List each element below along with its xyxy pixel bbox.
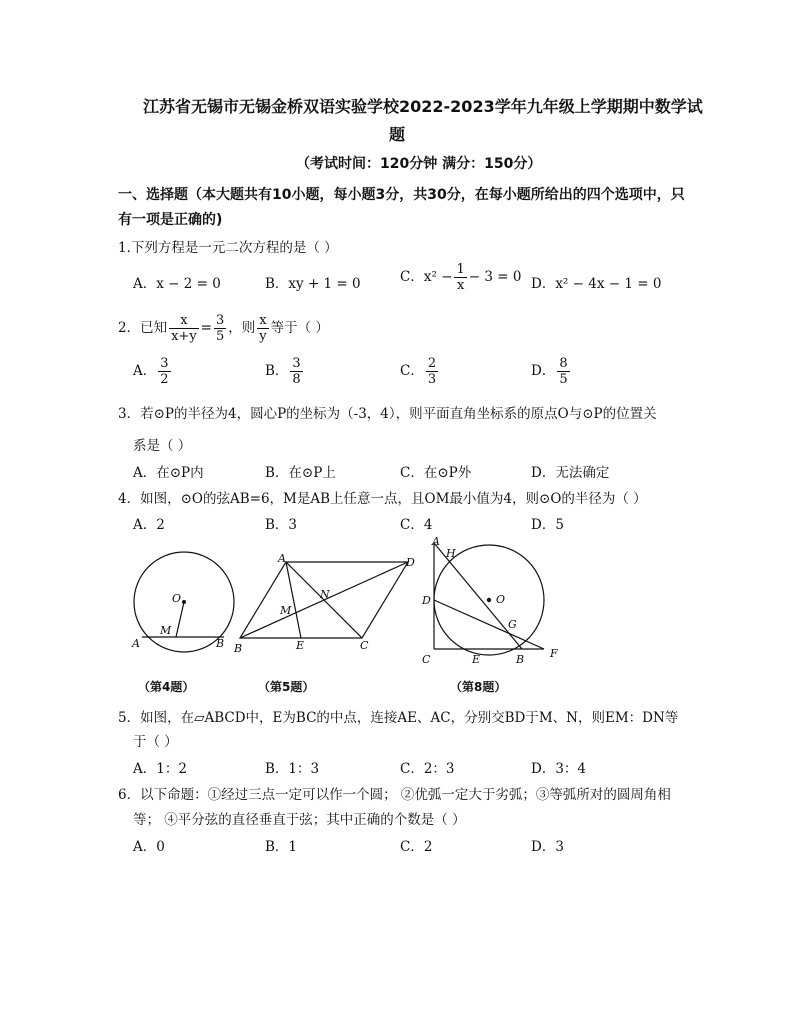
q2-fraction-3 <box>257 313 268 344</box>
q1-option-b: B．xy + 1 = 0 <box>265 276 361 292</box>
q4-option-c: C．4 <box>400 517 433 533</box>
q2-fraction-2 <box>214 313 226 344</box>
q3-stem-line1: 3．若⊙P的半径为4，圆心P的坐标为（-3，4），则平面直角坐标系的原点O与⊙P的位置关 <box>118 406 657 422</box>
q2-stem-mid: ，则 <box>228 320 256 336</box>
q5-option-a: A．1：2 <box>133 761 187 777</box>
q6-option-a: A．0 <box>133 839 165 855</box>
q2-f3-num: x <box>257 313 268 329</box>
figure-4-caption: （第4题） <box>138 680 195 694</box>
fig4-segment-om <box>176 602 184 637</box>
q2-d-den: 5 <box>559 372 568 387</box>
q2-f1-den: x+y <box>171 329 197 344</box>
fig4-label-m: M <box>160 624 172 637</box>
exam-info: （考试时间：120分钟 满分：150分） <box>296 156 542 172</box>
q2-a-den: 2 <box>160 372 169 387</box>
fig8-label-c: C <box>422 653 431 666</box>
fig4-label-b: B <box>216 637 225 650</box>
q2-b-num: 3 <box>292 356 301 371</box>
q2-stem-pre: 2．已知 <box>118 320 168 336</box>
q6-stem-line2: 等； ④平分弦的直径垂直于弦；其中正确的个数是（ ） <box>133 812 466 828</box>
fig5-label-e: E <box>296 639 305 652</box>
q4-stem: 4．如图，⊙O的弦AB=6，M是AB上任意一点，且OM最小值为4，则⊙O的半径为（ ） <box>118 491 647 507</box>
q1-option-a: A．x − 2 = 0 <box>133 276 221 292</box>
q2-b-den: 8 <box>292 372 301 387</box>
q3-stem-line2: 系是（ ） <box>133 438 192 454</box>
figure-5 <box>228 548 423 658</box>
q2-d-num: 8 <box>559 356 568 371</box>
q2-fraction-1 <box>169 313 199 344</box>
q6-option-d: D．3 <box>531 839 564 855</box>
q2-option-a <box>133 356 173 387</box>
fig5-label-d: D <box>406 556 415 569</box>
q2-stem-post: 等于（ ） <box>270 320 329 336</box>
fig5-label-a: A <box>278 552 286 565</box>
fig8-label-g: G <box>508 618 517 631</box>
q1-option-c <box>400 262 521 293</box>
q2-option-b <box>265 356 305 387</box>
fig8-label-a: A <box>432 535 440 548</box>
fig4-center-dot <box>182 600 186 604</box>
fig8-line-df <box>434 600 544 649</box>
fig8-label-o: O <box>496 593 506 606</box>
q1-option-d: D．x² − 4x − 1 = 0 <box>531 276 662 292</box>
q1-c-post: − 3 = 0 <box>468 269 522 285</box>
q2-c-label: C． <box>400 363 424 379</box>
q2-f2-den: 5 <box>215 329 225 344</box>
q4-option-a: A．2 <box>133 517 165 533</box>
fig8-label-f: F <box>550 647 558 660</box>
fig8-center-dot <box>487 598 491 602</box>
page-title-line2: 题 <box>389 125 406 144</box>
fig5-label-m: M <box>280 604 292 617</box>
fig5-label-c: C <box>360 639 369 652</box>
q6-stem-line1: 6．以下命题：①经过三点一定可以作一个圆； ②优弧一定大于劣弧；③等弧所对的圆周角相 <box>118 787 671 803</box>
page-title-line1: 江苏省无锡市无锡金桥双语实验学校2022-2023学年九年级上学期期中数学试 <box>143 97 703 116</box>
q2-option-d <box>531 356 572 387</box>
q1-c-pre: C．x² − <box>400 269 453 285</box>
q1-c-fraction <box>454 262 466 293</box>
q5-option-c: C．2：3 <box>400 761 455 777</box>
q6-option-b: B．1 <box>265 839 298 855</box>
q2-b-label: B． <box>265 363 289 379</box>
q6-option-c: C．2 <box>400 839 433 855</box>
q5-stem-line2: 于（ ） <box>133 734 178 750</box>
q3-option-b: B．在⊙P上 <box>265 465 336 481</box>
figure-8-caption: （第8题） <box>450 680 507 694</box>
fig8-label-e: E <box>472 653 481 666</box>
q2-stem <box>118 313 329 344</box>
q2-d-label: D． <box>531 363 556 379</box>
q2-option-c <box>400 356 440 387</box>
fig4-label-a: A <box>132 637 140 650</box>
q2-c-den: 3 <box>427 372 437 387</box>
fig4-label-o: O <box>172 592 182 605</box>
q2-f1-num: x <box>169 313 199 329</box>
figure-5-caption: （第5题） <box>258 680 315 694</box>
fig8-label-d: D <box>422 594 431 607</box>
figure-8 <box>410 535 570 670</box>
q5-option-b: B．1：3 <box>265 761 320 777</box>
q4-option-d: D．5 <box>531 517 564 533</box>
q3-option-d: D．无法确定 <box>531 465 610 481</box>
q2-f2-num: 3 <box>215 313 225 328</box>
q5-option-d: D．3：4 <box>531 761 587 777</box>
q2-a-num: 3 <box>160 356 169 371</box>
q2-c-num: 2 <box>427 356 437 371</box>
q3-option-a: A．在⊙P内 <box>133 465 204 481</box>
fig5-segment-ae <box>286 562 301 638</box>
fig5-label-n: N <box>320 588 330 601</box>
q5-stem-line1: 5．如图，在▱ABCD中，E为BC的中点，连接AE、AC，分别交BD于M、N，则EM：DN等 <box>118 710 679 726</box>
q2-eq: = <box>200 320 212 336</box>
q3-option-c: C．在⊙P外 <box>400 465 472 481</box>
q1-c-num: 1 <box>456 262 465 277</box>
figure-4 <box>128 550 238 655</box>
section-heading-line1: 一、选择题（本大题共有10小题，每小题3分，共30分，在每小题所给出的四个选项中，只 <box>118 187 685 203</box>
q1-stem: 1.下列方程是一元二次方程的是（ ） <box>118 240 338 256</box>
fig8-label-b: B <box>516 653 525 666</box>
q4-option-b: B．3 <box>265 517 298 533</box>
fig8-label-h: H <box>446 547 456 560</box>
section-heading-line2: 有一项是正确的) <box>118 212 223 228</box>
q2-f3-den: y <box>259 329 267 344</box>
q1-c-den: x <box>456 278 465 293</box>
q2-a-label: A． <box>133 363 157 379</box>
fig5-label-b: B <box>234 642 243 655</box>
